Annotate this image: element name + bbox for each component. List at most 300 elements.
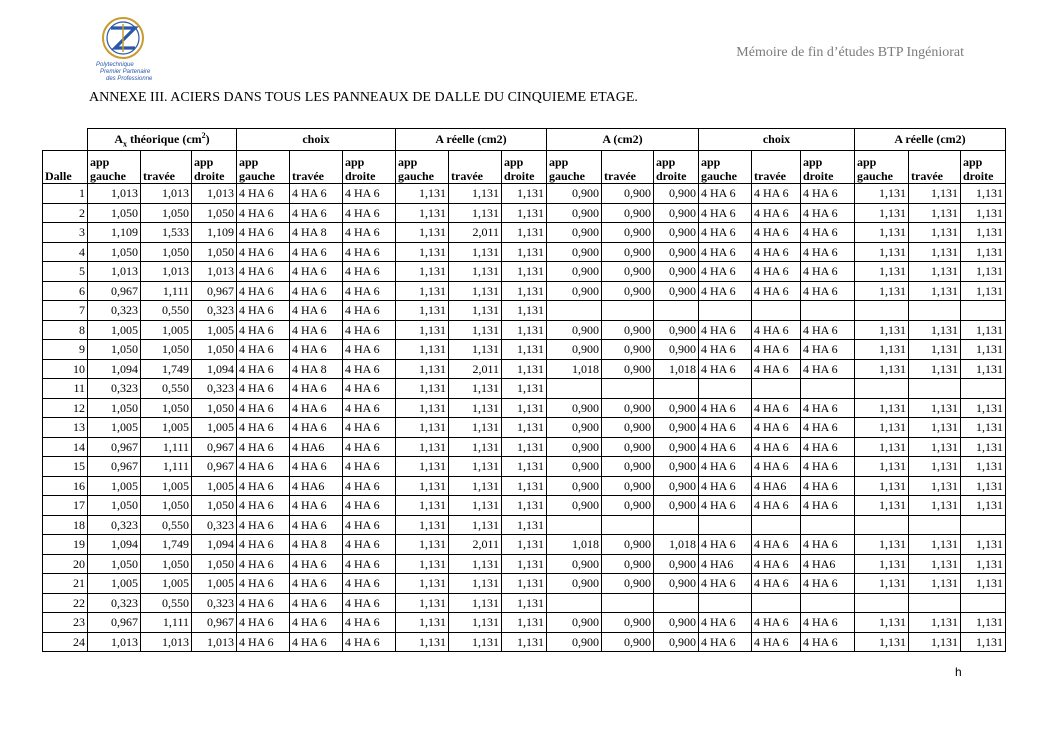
column-header-text: app xyxy=(701,155,721,170)
table-cell xyxy=(961,593,1006,613)
column-header-text: travée xyxy=(604,169,636,184)
table-cell: 1,131 xyxy=(502,476,547,496)
table-cell: 4 HA6 xyxy=(699,554,752,574)
table-cell: 1,131 xyxy=(502,613,547,633)
table-cell: 0,900 xyxy=(654,613,699,633)
table-cell: 1,131 xyxy=(502,515,547,535)
table-cell: 4 HA 6 xyxy=(343,632,396,652)
table-cell: 4 HA 6 xyxy=(290,320,343,340)
table-cell: 1,050 xyxy=(192,554,237,574)
column-header-text: gauche xyxy=(549,169,585,184)
table-cell: 4 HA 8 xyxy=(290,535,343,555)
table-row xyxy=(43,301,1006,321)
table-cell: 1,131 xyxy=(909,203,961,223)
column-header-app-droite xyxy=(343,151,396,184)
table-cell xyxy=(909,593,961,613)
table-cell: 1,094 xyxy=(88,535,141,555)
dalle-number-cell: 21 xyxy=(43,574,88,594)
table-cell: 4 HA 6 xyxy=(801,476,855,496)
table-cell xyxy=(547,515,602,535)
group-header-row xyxy=(43,129,1006,151)
column-header-text: droite xyxy=(803,169,834,184)
table-cell: 1,131 xyxy=(961,242,1006,262)
table-cell: 4 HA 6 xyxy=(343,379,396,399)
table-cell: 1,013 xyxy=(192,632,237,652)
table-cell: 1,131 xyxy=(502,203,547,223)
column-header-app-gauche xyxy=(547,151,602,184)
column-header-text: droite xyxy=(656,169,687,184)
dalle-number-cell: 10 xyxy=(43,359,88,379)
table-cell: 1,131 xyxy=(396,632,449,652)
dalle-number-cell: 19 xyxy=(43,535,88,555)
table-cell: 1,131 xyxy=(502,242,547,262)
table-cell: 4 HA 6 xyxy=(752,242,801,262)
table-cell xyxy=(699,593,752,613)
table-cell: 1,131 xyxy=(961,613,1006,633)
table-cell xyxy=(547,593,602,613)
table-cell: 1,013 xyxy=(141,262,192,282)
table-cell: 1,131 xyxy=(909,340,961,360)
table-cell: 0,967 xyxy=(88,457,141,477)
table-row xyxy=(43,262,1006,282)
table-cell: 4 HA 6 xyxy=(801,535,855,555)
table-cell: 1,131 xyxy=(961,476,1006,496)
table-cell: 1,131 xyxy=(855,320,909,340)
table-cell: 4 HA 6 xyxy=(237,203,290,223)
table-cell xyxy=(801,379,855,399)
table-row xyxy=(43,593,1006,613)
column-header-text: gauche xyxy=(398,169,434,184)
table-cell: 0,967 xyxy=(192,457,237,477)
table-cell: 0,900 xyxy=(547,223,602,243)
table-cell: 4 HA 6 xyxy=(699,203,752,223)
page-title: ANNEXE III. ACIERS DANS TOUS LES PANNEAUX DE DALLE DU CINQUIEME ETAGE. xyxy=(89,90,638,105)
table-cell: 1,131 xyxy=(396,379,449,399)
table-cell: 4 HA 6 xyxy=(237,593,290,613)
table-cell xyxy=(602,515,654,535)
column-header-app-gauche xyxy=(396,151,449,184)
table-cell: 0,900 xyxy=(654,554,699,574)
group-header-a-cm2: A (cm2) xyxy=(547,129,699,151)
table-cell: 0,900 xyxy=(602,281,654,301)
table-cell: 4 HA 6 xyxy=(699,340,752,360)
table-cell: 4 HA 6 xyxy=(801,340,855,360)
table-cell: 4 HA 6 xyxy=(343,613,396,633)
table-cell: 4 HA 6 xyxy=(801,418,855,438)
table-cell xyxy=(654,593,699,613)
table-cell: 1,131 xyxy=(961,574,1006,594)
table-cell: 1,013 xyxy=(192,262,237,282)
table-cell: 0,550 xyxy=(141,301,192,321)
table-cell xyxy=(909,515,961,535)
table-cell xyxy=(855,301,909,321)
column-header-text: travée xyxy=(754,169,786,184)
table-cell: 0,323 xyxy=(88,301,141,321)
dalle-number-cell: 2 xyxy=(43,203,88,223)
table-cell: 4 HA 6 xyxy=(752,457,801,477)
table-cell: 1,131 xyxy=(449,593,502,613)
table-cell: 4 HA 6 xyxy=(752,184,801,204)
table-cell: 0,900 xyxy=(602,262,654,282)
table-cell: 1,131 xyxy=(396,320,449,340)
table-cell: 0,900 xyxy=(602,535,654,555)
group-header-reelle-y: A réelle (cm2) xyxy=(855,129,1006,151)
table-cell: 1,131 xyxy=(855,554,909,574)
table-cell: 1,131 xyxy=(449,281,502,301)
table-cell: 4 HA6 xyxy=(290,437,343,457)
column-header-row xyxy=(43,151,1006,184)
table-cell: 1,131 xyxy=(502,223,547,243)
table-cell: 1,131 xyxy=(961,281,1006,301)
table-cell xyxy=(752,515,801,535)
table-cell: 0,967 xyxy=(88,281,141,301)
table-cell: 4 HA 6 xyxy=(801,320,855,340)
table-cell: 1,131 xyxy=(396,437,449,457)
table-cell: 1,131 xyxy=(909,496,961,516)
table-cell: 4 HA 6 xyxy=(290,496,343,516)
table-cell: 4 HA 6 xyxy=(343,242,396,262)
table-cell: 0,900 xyxy=(547,398,602,418)
table-cell: 1,013 xyxy=(141,632,192,652)
table-cell: 1,131 xyxy=(961,554,1006,574)
table-cell: 0,900 xyxy=(654,437,699,457)
table-cell: 4 HA 6 xyxy=(290,457,343,477)
table-cell: 1,131 xyxy=(855,613,909,633)
table-cell: 1,131 xyxy=(961,262,1006,282)
column-header-app-gauche xyxy=(699,151,752,184)
table-cell xyxy=(801,515,855,535)
table-row xyxy=(43,457,1006,477)
table-cell: 1,005 xyxy=(88,320,141,340)
table-cell xyxy=(699,379,752,399)
table-cell: 4 HA 6 xyxy=(237,613,290,633)
dalle-number-cell: 11 xyxy=(43,379,88,399)
table-cell: 4 HA 6 xyxy=(290,340,343,360)
table-cell: 1,050 xyxy=(88,398,141,418)
dalle-number-cell: 20 xyxy=(43,554,88,574)
table-cell: 1,131 xyxy=(449,262,502,282)
table-cell: 1,131 xyxy=(396,184,449,204)
column-header-text: droite xyxy=(963,169,994,184)
table-cell: 4 HA 6 xyxy=(343,359,396,379)
table-cell: 4 HA 6 xyxy=(699,320,752,340)
table-cell: 1,131 xyxy=(961,184,1006,204)
table-cell: 1,013 xyxy=(88,632,141,652)
table-cell: 4 HA 6 xyxy=(237,379,290,399)
table-cell: 1,131 xyxy=(855,359,909,379)
table-row xyxy=(43,574,1006,594)
table-row xyxy=(43,242,1006,262)
group-header-choix-x: choix xyxy=(237,129,396,151)
table-cell: 0,900 xyxy=(654,632,699,652)
table-cell: 0,967 xyxy=(192,437,237,457)
table-cell: 0,900 xyxy=(654,418,699,438)
column-header-text: gauche xyxy=(701,169,737,184)
table-cell: 4 HA 6 xyxy=(237,223,290,243)
table-cell: 1,131 xyxy=(909,359,961,379)
table-cell: 4 HA 6 xyxy=(290,515,343,535)
dalle-number-cell: 4 xyxy=(43,242,88,262)
school-logo-icon xyxy=(94,14,152,86)
table-cell: 1,131 xyxy=(502,184,547,204)
table-cell: 4 HA 6 xyxy=(237,496,290,516)
table-cell: 1,131 xyxy=(909,535,961,555)
table-cell: 0,900 xyxy=(547,320,602,340)
table-cell: 4 HA 6 xyxy=(699,632,752,652)
table-cell: 1,131 xyxy=(396,593,449,613)
table-cell: 1,050 xyxy=(141,203,192,223)
table-cell: 1,111 xyxy=(141,437,192,457)
table-cell: 4 HA 6 xyxy=(237,281,290,301)
table-cell: 4 HA 6 xyxy=(343,184,396,204)
dalle-number-cell: 22 xyxy=(43,593,88,613)
dalle-number-cell: 18 xyxy=(43,515,88,535)
table-cell: 0,900 xyxy=(602,496,654,516)
table-cell xyxy=(699,301,752,321)
table-cell: 1,094 xyxy=(192,535,237,555)
dalle-number-cell: 24 xyxy=(43,632,88,652)
table-cell: 4 HA 6 xyxy=(699,281,752,301)
table-cell: 4 HA 6 xyxy=(801,281,855,301)
table-cell: 1,131 xyxy=(502,535,547,555)
table-cell: 4 HA 6 xyxy=(237,340,290,360)
table-cell: 1,131 xyxy=(909,476,961,496)
table-cell: 4 HA 6 xyxy=(290,184,343,204)
table-cell: 1,018 xyxy=(547,359,602,379)
table-cell xyxy=(909,379,961,399)
table-cell: 4 HA 6 xyxy=(290,574,343,594)
table-cell: 0,900 xyxy=(602,340,654,360)
table-cell: 1,131 xyxy=(961,340,1006,360)
table-cell: 0,900 xyxy=(547,418,602,438)
table-row xyxy=(43,535,1006,555)
table-cell: 4 HA 6 xyxy=(290,398,343,418)
header-note: Mémoire de fin d’études BTP Ingéniorat xyxy=(736,45,964,60)
table-cell: 1,131 xyxy=(396,418,449,438)
table-cell: 4 HA 6 xyxy=(752,320,801,340)
table-cell: 1,050 xyxy=(192,242,237,262)
table-cell: 1,131 xyxy=(909,632,961,652)
table-cell: 4 HA 6 xyxy=(237,457,290,477)
table-cell: 1,131 xyxy=(502,281,547,301)
table-cell: 1,131 xyxy=(396,359,449,379)
table-cell: 0,967 xyxy=(192,613,237,633)
table-cell: 1,111 xyxy=(141,613,192,633)
table-cell: 4 HA 6 xyxy=(699,437,752,457)
table-cell: 4 HA 6 xyxy=(699,418,752,438)
table-cell: 0,550 xyxy=(141,593,192,613)
table-cell: 1,131 xyxy=(396,457,449,477)
table-cell: 1,131 xyxy=(502,301,547,321)
column-header-text: travée xyxy=(143,169,175,184)
table-cell: 1,131 xyxy=(855,632,909,652)
dalle-number-cell: 8 xyxy=(43,320,88,340)
table-cell: 1,131 xyxy=(396,535,449,555)
table-row xyxy=(43,613,1006,633)
table-cell xyxy=(855,593,909,613)
dalle-number-cell: 9 xyxy=(43,340,88,360)
table-cell: 1,005 xyxy=(88,476,141,496)
dalle-number-cell: 13 xyxy=(43,418,88,438)
table-cell: 1,109 xyxy=(192,223,237,243)
table-cell: 0,900 xyxy=(547,632,602,652)
table-cell: 0,900 xyxy=(602,554,654,574)
table-cell: 1,131 xyxy=(909,184,961,204)
table-cell: 4 HA 6 xyxy=(343,418,396,438)
table-cell: 4 HA 6 xyxy=(237,437,290,457)
table-cell: 4 HA 6 xyxy=(290,593,343,613)
table-cell: 1,131 xyxy=(449,574,502,594)
table-cell: 1,131 xyxy=(396,613,449,633)
table-cell: 1,131 xyxy=(855,203,909,223)
table-row xyxy=(43,184,1006,204)
table-cell: 1,005 xyxy=(192,320,237,340)
table-cell: 1,109 xyxy=(88,223,141,243)
table-cell: 0,967 xyxy=(88,437,141,457)
table-cell: 1,013 xyxy=(192,184,237,204)
table-cell: 1,050 xyxy=(88,242,141,262)
dalle-number-cell: 15 xyxy=(43,457,88,477)
table-cell: 1,131 xyxy=(396,262,449,282)
table-cell: 4 HA 6 xyxy=(343,457,396,477)
table-cell xyxy=(547,301,602,321)
table-cell: 0,900 xyxy=(654,496,699,516)
table-cell xyxy=(602,301,654,321)
table-cell: 1,131 xyxy=(449,457,502,477)
table-cell: 1,131 xyxy=(909,554,961,574)
table-cell: 4 HA 6 xyxy=(699,223,752,243)
table-cell: 0,900 xyxy=(547,281,602,301)
group-header-reelle-x: A réelle (cm2) xyxy=(396,129,547,151)
column-header-app-droite xyxy=(961,151,1006,184)
table-cell: 1,131 xyxy=(855,242,909,262)
table-cell: 0,323 xyxy=(88,515,141,535)
table-cell: 4 HA 6 xyxy=(752,262,801,282)
table-cell: 1,131 xyxy=(396,281,449,301)
steel-table xyxy=(42,128,1006,652)
table-cell: 1,131 xyxy=(502,593,547,613)
table-cell: 4 HA 6 xyxy=(801,437,855,457)
table-cell: 4 HA 6 xyxy=(237,359,290,379)
table-cell: 4 HA 6 xyxy=(801,574,855,594)
table-cell: 1,131 xyxy=(449,301,502,321)
table-cell: 1,131 xyxy=(855,476,909,496)
table-row xyxy=(43,554,1006,574)
column-header-text: gauche xyxy=(239,169,275,184)
table-cell: 4 HA6 xyxy=(752,476,801,496)
table-cell: 1,131 xyxy=(502,262,547,282)
table-cell: 4 HA 6 xyxy=(752,340,801,360)
column-header-app-droite xyxy=(502,151,547,184)
table-row xyxy=(43,320,1006,340)
table-cell: 4 HA 6 xyxy=(290,632,343,652)
table-cell: 1,131 xyxy=(396,496,449,516)
table-cell: 0,967 xyxy=(88,613,141,633)
table-cell: 4 HA 6 xyxy=(290,301,343,321)
table-cell: 4 HA 6 xyxy=(801,242,855,262)
table-cell: 0,900 xyxy=(547,203,602,223)
table-cell: 4 HA 6 xyxy=(343,320,396,340)
table-cell: 1,131 xyxy=(961,359,1006,379)
table-cell: 0,323 xyxy=(88,379,141,399)
table-cell: 0,900 xyxy=(654,281,699,301)
table-cell: 1,131 xyxy=(502,359,547,379)
table-cell: 4 HA 6 xyxy=(290,242,343,262)
table-cell: 1,131 xyxy=(449,320,502,340)
table-cell: 4 HA 6 xyxy=(699,457,752,477)
table-cell: 0,900 xyxy=(602,223,654,243)
table-cell: 1,131 xyxy=(909,574,961,594)
table-cell: 1,131 xyxy=(396,203,449,223)
table-cell: 4 HA 6 xyxy=(343,554,396,574)
column-header-travee xyxy=(449,151,502,184)
table-cell: 4 HA 6 xyxy=(801,496,855,516)
table-cell: 1,131 xyxy=(502,340,547,360)
column-header-text: travée xyxy=(451,169,483,184)
table-cell: 1,013 xyxy=(141,184,192,204)
table-cell: 1,050 xyxy=(141,554,192,574)
table-cell xyxy=(961,515,1006,535)
table-cell: 4 HA 6 xyxy=(699,184,752,204)
table-cell: 4 HA 6 xyxy=(699,496,752,516)
table-row xyxy=(43,340,1006,360)
table-cell: 4 HA 6 xyxy=(237,301,290,321)
table-cell: 1,131 xyxy=(909,418,961,438)
table-cell: 1,050 xyxy=(192,496,237,516)
table-cell: 1,050 xyxy=(141,242,192,262)
table-cell xyxy=(547,379,602,399)
table-cell xyxy=(752,301,801,321)
table-cell: 0,900 xyxy=(602,476,654,496)
table-cell: 1,131 xyxy=(961,320,1006,340)
table-cell xyxy=(909,301,961,321)
table-cell: 4 HA 6 xyxy=(237,398,290,418)
table-cell: 0,967 xyxy=(192,281,237,301)
table-cell: 1,131 xyxy=(502,632,547,652)
table-cell: 1,050 xyxy=(192,203,237,223)
table-cell: 1,131 xyxy=(449,496,502,516)
column-header-text: app xyxy=(656,155,676,170)
table-cell: 1,131 xyxy=(855,496,909,516)
table-cell: 1,131 xyxy=(855,457,909,477)
table-cell: 1,111 xyxy=(141,457,192,477)
table-cell: 1,005 xyxy=(192,574,237,594)
table-cell: 0,323 xyxy=(192,593,237,613)
table-cell: 4 HA 6 xyxy=(752,574,801,594)
table-cell: 4 HA 6 xyxy=(343,515,396,535)
table-cell: 1,131 xyxy=(961,535,1006,555)
table-cell: 1,094 xyxy=(88,359,141,379)
table-cell: 4 HA 6 xyxy=(237,515,290,535)
svg-text:des Professionnels: des Professionnels xyxy=(106,76,152,82)
table-cell: 1,005 xyxy=(141,476,192,496)
table-cell: 4 HA 6 xyxy=(801,632,855,652)
table-cell: 1,131 xyxy=(909,242,961,262)
column-header-travee xyxy=(602,151,654,184)
school-logo xyxy=(94,14,152,86)
table-cell: 0,900 xyxy=(654,184,699,204)
column-header-text: app xyxy=(239,155,259,170)
table-cell xyxy=(654,515,699,535)
table-cell: 4 HA 6 xyxy=(752,398,801,418)
table-row xyxy=(43,359,1006,379)
table-cell: 4 HA 6 xyxy=(343,398,396,418)
table-cell: 1,050 xyxy=(141,496,192,516)
table-cell: 4 HA 6 xyxy=(699,242,752,262)
dalle-number-cell: 17 xyxy=(43,496,88,516)
table-cell: 4 HA 6 xyxy=(699,262,752,282)
table-row xyxy=(43,418,1006,438)
